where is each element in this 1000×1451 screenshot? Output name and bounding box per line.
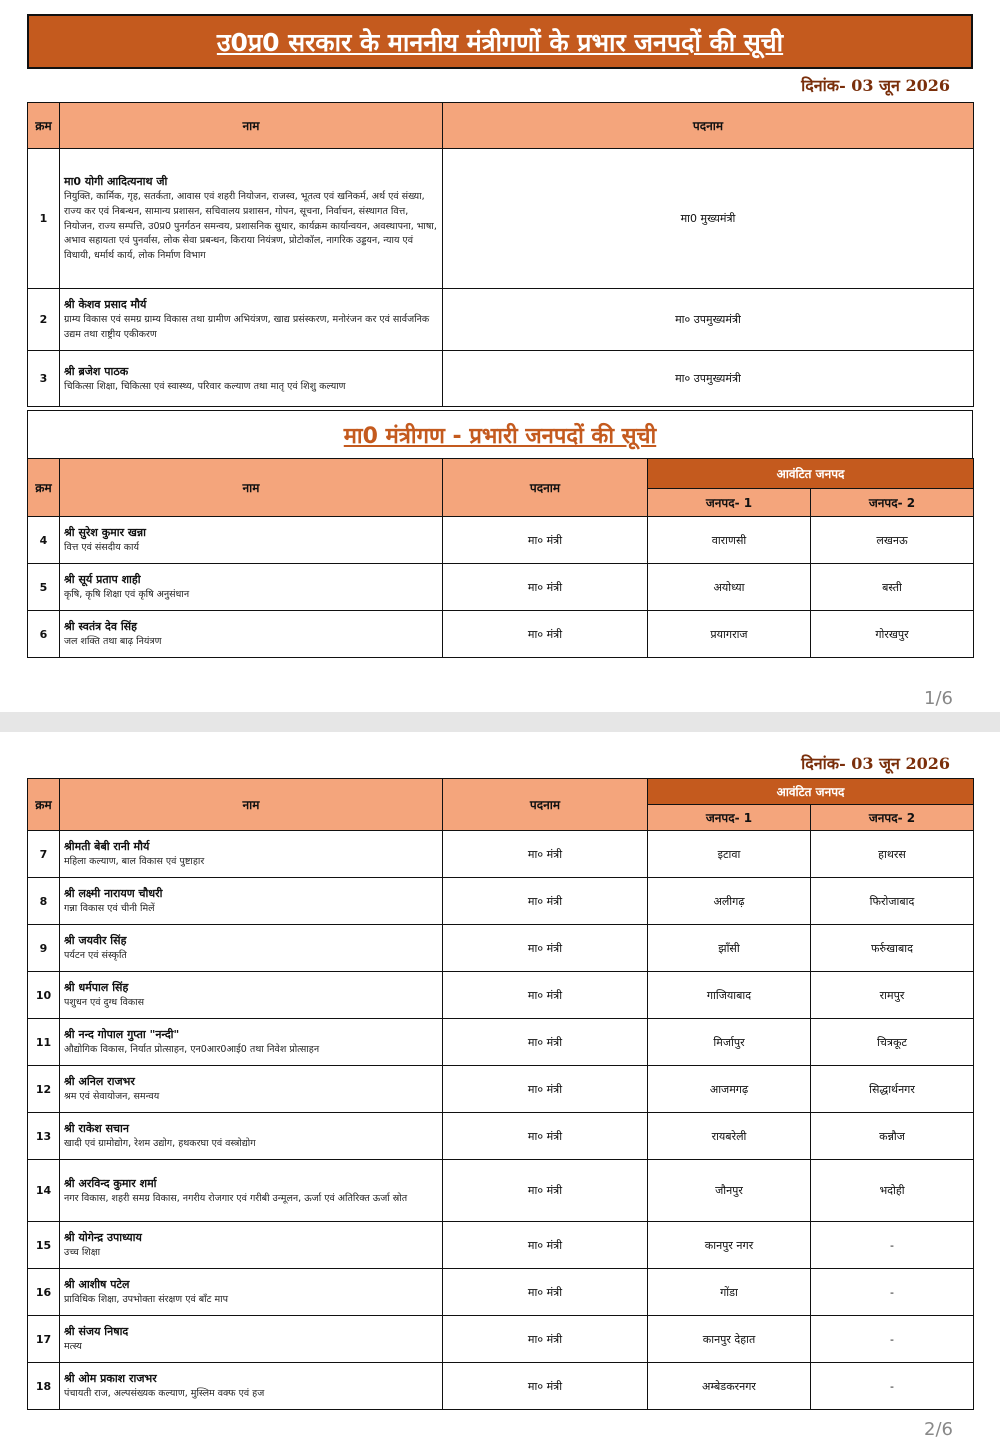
- minister-cell: [60, 149, 443, 289]
- minister-cell: [60, 1066, 443, 1113]
- minister-cell: [60, 564, 443, 611]
- district-1: मिर्जापुर: [648, 1019, 811, 1066]
- header-sn: क्रम: [28, 779, 60, 831]
- minister-departments: कृषि, कृषि शिक्षा एवं कृषि अनुसंधान: [64, 589, 190, 601]
- minister-departments: ग्राम्य विकास एवं समग्र ग्राम्य विकास तथा ग्रामीण अभियंत्रण, खाद्य प्रसंस्करण, मनोरंजन कर एवं सार्वजनिक उद्यम तथा राष्ट्रीय एकीकरण: [64, 314, 430, 341]
- minister-name: श्री ब्रजेश पाठक: [64, 364, 129, 378]
- minister-departments: नियुक्ति, कार्मिक, गृह, सतर्कता, आवास एवं शहरी नियोजन, राजस्व, भूतत्व एवं खनिकर्म, अर्थ एवं संख्या, राज्य कर एवं निबन्धन, सामान्य प्रशासन, सचिवालय प्रशासन, गोपन, सूचना, निर्वाचन, संस्थागत वित्त, नियोजन, राज्य सम्पत्ति, उ0प्र0 पुनर्गठन समन्वय, प्रशासनिक सुधार, कार्यक्रम कार्यान्वयन, अवस्थापना, भाषा, अभाव सहायता एवं पुनर्वास, लोक सेवा प्रबन्धन, किराया नियंत्रण, प्रोटोकॉल, नागरिक उड्डयन, न्याय एवं विधायी, धर्मार्थ कार्य, लोक निर्माण विभाग: [64, 191, 437, 262]
- minister-name: श्री सुरेश कुमार खन्ना: [64, 526, 147, 540]
- header-district-2: जनपद- 2: [811, 805, 974, 831]
- minister-cell: [60, 1316, 443, 1363]
- serial-number: 7: [28, 831, 60, 878]
- ministers-subtitle: मा0 मंत्रीगण - प्रभारी जनपदों की सूची: [27, 410, 973, 458]
- district-2: गोरखपुर: [811, 611, 974, 658]
- designation: मा० मंत्री: [443, 1316, 648, 1363]
- minister-name: श्री स्वतंत्र देव सिंह: [64, 620, 137, 634]
- minister-name: श्री नन्द गोपाल गुप्ता "नन्दी": [64, 1028, 180, 1042]
- header-district-1: जनपद- 1: [648, 805, 811, 831]
- header-allotted-districts: आवंटित जनपद: [648, 459, 974, 489]
- district-2: -: [811, 1269, 974, 1316]
- designation: मा० मंत्री: [443, 517, 648, 564]
- minister-departments: नगर विकास, शहरी समग्र विकास, नगरीय रोजगार एवं गरीबी उन्मूलन, ऊर्जा एवं अतिरिक्त ऊर्जा स्रोत: [64, 1192, 408, 1204]
- serial-number: 11: [28, 1019, 60, 1066]
- district-2: सिद्धार्थनगर: [811, 1066, 974, 1113]
- district-1: गोंडा: [648, 1269, 811, 1316]
- minister-departments: पशुधन एवं दुग्ध विकास: [64, 997, 145, 1009]
- serial-number: 6: [28, 611, 60, 658]
- district-1: अयोध्या: [648, 564, 811, 611]
- minister-name: श्री जयवीर सिंह: [64, 934, 127, 948]
- document-title-banner: उ0प्र0 सरकार के माननीय मंत्रीगणों के प्रभार जनपदों की सूची: [27, 14, 973, 69]
- district-2: भदोही: [811, 1160, 974, 1222]
- page-number: 1/6: [924, 688, 953, 709]
- designation: मा० मंत्री: [443, 1160, 648, 1222]
- district-2: लखनऊ: [811, 517, 974, 564]
- minister-name: श्री संजय निषाद: [64, 1325, 129, 1339]
- district-2: फिरोजाबाद: [811, 878, 974, 925]
- designation: मा० मंत्री: [443, 972, 648, 1019]
- minister-departments: श्रम एवं सेवायोजन, समन्वय: [64, 1091, 160, 1103]
- table-row: [28, 564, 974, 611]
- designation: मा० मंत्री: [443, 1363, 648, 1410]
- district-2: हाथरस: [811, 831, 974, 878]
- district-1: अम्बेडकरनगर: [648, 1363, 811, 1410]
- header-designation: पदनाम: [443, 779, 648, 831]
- serial-number: 14: [28, 1160, 60, 1222]
- table-row: [28, 1222, 974, 1269]
- document-date: दिनांक- 03 जून 2026: [801, 754, 950, 773]
- designation: मा० मंत्री: [443, 831, 648, 878]
- serial-number: 15: [28, 1222, 60, 1269]
- document-page-2: [0, 732, 1000, 1451]
- chief-minister-table: [27, 102, 974, 407]
- district-2: -: [811, 1316, 974, 1363]
- table-row: [28, 351, 974, 407]
- document-page-1: [0, 0, 1000, 712]
- minister-departments: खादी एवं ग्रामोद्योग, रेशम उद्योग, हथकरघा एवं वस्त्रोद्योग: [64, 1138, 256, 1150]
- minister-name: श्री ओम प्रकाश राजभर: [64, 1372, 157, 1386]
- district-2: चित्रकूट: [811, 1019, 974, 1066]
- table-row: [28, 1269, 974, 1316]
- page-separator: [0, 712, 1000, 732]
- district-2: फर्रुखाबाद: [811, 925, 974, 972]
- minister-name: श्रीमती बेबी रानी मौर्य: [64, 840, 150, 854]
- serial-number: 4: [28, 517, 60, 564]
- header-designation: पदनाम: [443, 459, 648, 517]
- designation: मा० मंत्री: [443, 1113, 648, 1160]
- minister-name: श्री राकेश सचान: [64, 1122, 129, 1136]
- district-1: अलीगढ़: [648, 878, 811, 925]
- ministers-table-page1: [27, 458, 974, 658]
- header-district-1: जनपद- 1: [648, 489, 811, 517]
- district-2: रामपुर: [811, 972, 974, 1019]
- header-name: नाम: [60, 103, 443, 149]
- minister-name: श्री लक्ष्मी नारायण चौधरी: [64, 887, 163, 901]
- table-row: [28, 831, 974, 878]
- designation: मा० मंत्री: [443, 1222, 648, 1269]
- table-row: [28, 1113, 974, 1160]
- header-district-2: जनपद- 2: [811, 489, 974, 517]
- designation: मा० उपमुख्यमंत्री: [443, 351, 974, 407]
- designation: मा० मंत्री: [443, 1066, 648, 1113]
- district-1: जौनपुर: [648, 1160, 811, 1222]
- district-1: कानपुर देहात: [648, 1316, 811, 1363]
- district-1: गाजियाबाद: [648, 972, 811, 1019]
- minister-cell: [60, 289, 443, 351]
- minister-cell: [60, 1160, 443, 1222]
- district-1: वाराणसी: [648, 517, 811, 564]
- minister-name: मा0 योगी आदित्यनाथ जी: [64, 175, 168, 189]
- district-2: -: [811, 1222, 974, 1269]
- district-1: झाँसी: [648, 925, 811, 972]
- designation: मा0 मुख्यमंत्री: [443, 149, 974, 289]
- table-row: [28, 1316, 974, 1363]
- table-row: [28, 289, 974, 351]
- minister-departments: प्राविधिक शिक्षा, उपभोक्ता संरक्षण एवं बाँट माप: [64, 1294, 228, 1306]
- designation: मा० मंत्री: [443, 611, 648, 658]
- minister-name: श्री धर्मपाल सिंह: [64, 981, 129, 995]
- district-2: बस्ती: [811, 564, 974, 611]
- minister-cell: [60, 972, 443, 1019]
- designation: मा० मंत्री: [443, 1019, 648, 1066]
- minister-name: श्री सूर्य प्रताप शाही: [64, 573, 141, 587]
- header-name: नाम: [60, 459, 443, 517]
- minister-departments: पंचायती राज, अल्पसंख्यक कल्याण, मुस्लिम वक्फ एवं हज: [64, 1388, 265, 1400]
- minister-name: श्री अरविन्द कुमार शर्मा: [64, 1176, 157, 1190]
- minister-name: श्री योगेन्द्र उपाध्याय: [64, 1231, 142, 1245]
- district-1: इटावा: [648, 831, 811, 878]
- serial-number: 5: [28, 564, 60, 611]
- header-allotted-districts: आवंटित जनपद: [648, 779, 974, 805]
- minister-name: श्री आशीष पटेल: [64, 1278, 130, 1292]
- serial-number: 2: [28, 289, 60, 351]
- minister-cell: [60, 1269, 443, 1316]
- header-designation: पदनाम: [443, 103, 974, 149]
- minister-name: श्री अनिल राजभर: [64, 1075, 135, 1089]
- minister-cell: [60, 1222, 443, 1269]
- designation: मा० मंत्री: [443, 564, 648, 611]
- district-2: -: [811, 1363, 974, 1410]
- table-row: [28, 517, 974, 564]
- table-row: [28, 1363, 974, 1410]
- table-row: [28, 149, 974, 289]
- table-row: [28, 1066, 974, 1113]
- minister-cell: [60, 878, 443, 925]
- minister-departments: औद्योगिक विकास, निर्यात प्रोत्साहन, एन0आर0आई0 तथा निवेश प्रोत्साहन: [64, 1044, 320, 1056]
- designation: मा० उपमुख्यमंत्री: [443, 289, 974, 351]
- district-1: रायबरेली: [648, 1113, 811, 1160]
- minister-departments: पर्यटन एवं संस्कृति: [64, 950, 127, 962]
- minister-cell: [60, 831, 443, 878]
- serial-number: 3: [28, 351, 60, 407]
- minister-name: श्री केशव प्रसाद मौर्य: [64, 298, 147, 312]
- serial-number: 18: [28, 1363, 60, 1410]
- district-1: प्रयागराज: [648, 611, 811, 658]
- minister-cell: [60, 1019, 443, 1066]
- header-name: नाम: [60, 779, 443, 831]
- header-sn: क्रम: [28, 459, 60, 517]
- serial-number: 8: [28, 878, 60, 925]
- minister-departments: वित्त एवं संसदीय कार्य: [64, 542, 140, 554]
- serial-number: 9: [28, 925, 60, 972]
- table-row: [28, 878, 974, 925]
- ministers-table-page2: [27, 778, 974, 1410]
- table-row: [28, 611, 974, 658]
- serial-number: 13: [28, 1113, 60, 1160]
- header-sn: क्रम: [28, 103, 60, 149]
- district-1: कानपुर नगर: [648, 1222, 811, 1269]
- designation: मा० मंत्री: [443, 1269, 648, 1316]
- minister-cell: [60, 517, 443, 564]
- minister-cell: [60, 1113, 443, 1160]
- minister-cell: [60, 611, 443, 658]
- minister-departments: मत्स्य: [64, 1341, 82, 1353]
- minister-departments: महिला कल्याण, बाल विकास एवं पुष्टाहार: [64, 856, 205, 868]
- serial-number: 10: [28, 972, 60, 1019]
- district-2: कन्नौज: [811, 1113, 974, 1160]
- minister-cell: [60, 925, 443, 972]
- table-row: [28, 925, 974, 972]
- document-date: दिनांक- 03 जून 2026: [801, 76, 950, 95]
- district-1: आजमगढ़: [648, 1066, 811, 1113]
- minister-cell: [60, 1363, 443, 1410]
- table-row: [28, 1019, 974, 1066]
- designation: मा० मंत्री: [443, 878, 648, 925]
- table-row: [28, 1160, 974, 1222]
- designation: मा० मंत्री: [443, 925, 648, 972]
- page-number: 2/6: [924, 1419, 953, 1440]
- serial-number: 17: [28, 1316, 60, 1363]
- minister-departments: उच्च शिक्षा: [64, 1247, 101, 1259]
- minister-departments: जल शक्ति तथा बाढ़ नियंत्रण: [64, 636, 162, 648]
- minister-cell: [60, 351, 443, 407]
- serial-number: 16: [28, 1269, 60, 1316]
- minister-departments: गन्ना विकास एवं चीनी मिलें: [64, 903, 155, 915]
- table-row: [28, 972, 974, 1019]
- minister-departments: चिकित्सा शिक्षा, चिकित्सा एवं स्वास्थ्य, परिवार कल्याण तथा मातृ एवं शिशु कल्याण: [64, 380, 346, 392]
- serial-number: 12: [28, 1066, 60, 1113]
- serial-number: 1: [28, 149, 60, 289]
